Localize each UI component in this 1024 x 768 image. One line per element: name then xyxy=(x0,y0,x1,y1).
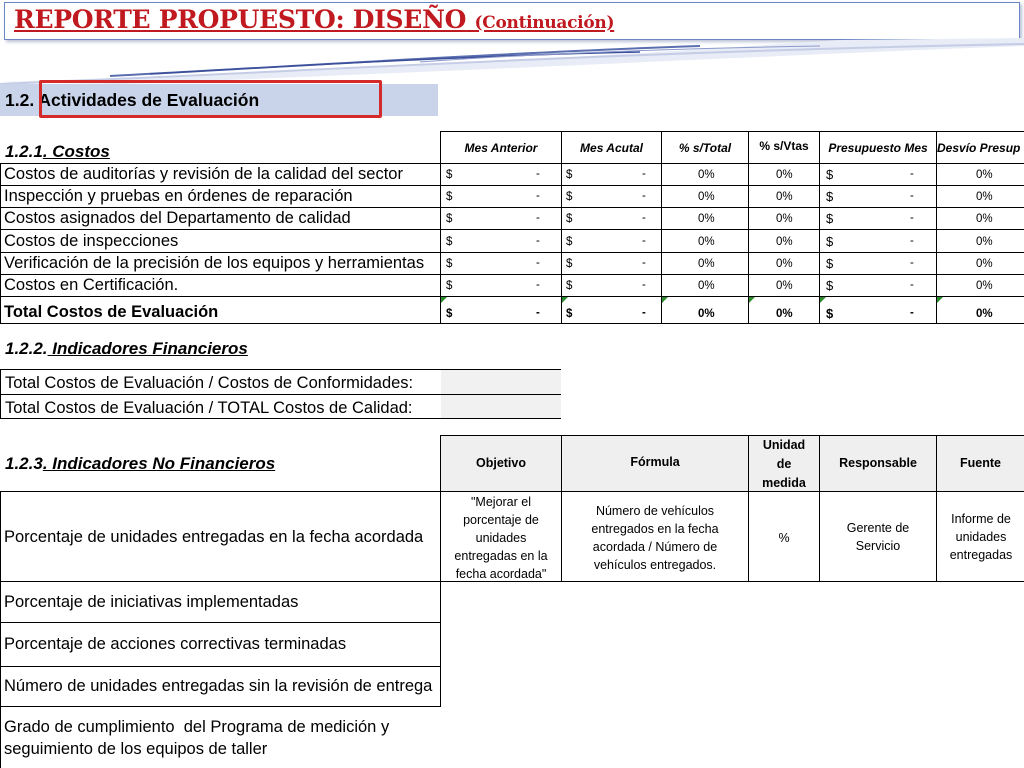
cell-marker xyxy=(937,297,943,303)
value: - xyxy=(910,257,914,269)
nf-fuente: Informe de unidades entregadas xyxy=(949,512,1013,562)
pct-ventas: 0% xyxy=(776,213,793,225)
value: - xyxy=(910,279,914,291)
financieros-title-text: Indicadores Financieros xyxy=(47,339,248,358)
row-line xyxy=(0,163,1024,164)
value: - xyxy=(642,212,646,224)
currency: $ xyxy=(566,213,573,225)
pct-ventas: 0% xyxy=(776,280,793,292)
currency: $ xyxy=(446,258,453,270)
row-line xyxy=(0,323,1024,324)
title-text: REPORTE PROPUESTO: DISEÑO xyxy=(14,5,467,34)
row-line xyxy=(0,622,441,623)
desvio: 0% xyxy=(976,169,993,181)
costos-title xyxy=(5,142,110,162)
col-fuente: Fuente xyxy=(960,456,1001,470)
value: - xyxy=(642,307,646,319)
currency: $ xyxy=(566,236,573,248)
row-line xyxy=(0,185,1024,186)
nf-row-label-line: seguimiento de los equipos de taller xyxy=(4,740,268,758)
nf-formula: Número de vehículos entregados en la fecha acordada / Número de vehículos entregados. xyxy=(591,504,719,572)
value: - xyxy=(536,190,540,202)
row-line xyxy=(0,296,1024,297)
currency: $ xyxy=(446,308,453,320)
total-label: Total Costos de Evaluación xyxy=(4,303,219,321)
page-title xyxy=(14,5,614,34)
pct-ventas: 0% xyxy=(776,308,793,320)
desvio: 0% xyxy=(976,308,993,320)
col-desvio: Desvío Presup xyxy=(937,141,1021,155)
row-label: Verificación de la precisión de los equipos y herramientas xyxy=(4,254,425,272)
col-presupuesto: Presupuesto Mes xyxy=(828,141,928,155)
section-title: 1.2. Actividades de Evaluación xyxy=(5,90,260,110)
nf-row-label-line: Grado de cumplimiento del Programa de medición y xyxy=(4,718,390,736)
pct-total: 0% xyxy=(698,213,715,225)
value: - xyxy=(536,279,540,291)
value: - xyxy=(536,307,540,319)
col-pct-total: % s/Total xyxy=(678,141,732,155)
value: - xyxy=(642,257,646,269)
currency: $ xyxy=(446,213,453,225)
col-unidad-line: medida xyxy=(762,476,806,490)
currency: $ xyxy=(826,234,834,249)
currency: $ xyxy=(826,256,834,271)
desvio: 0% xyxy=(976,258,993,270)
financieros-row: Total Costos de Evaluación / Costos de Conformidades: xyxy=(5,374,414,392)
pct-ventas: 0% xyxy=(776,169,793,181)
row-label: Costos en Certificación. xyxy=(4,276,179,294)
cell-marker xyxy=(820,297,826,303)
no-financieros-title xyxy=(5,454,275,474)
currency: $ xyxy=(826,189,834,204)
currency: $ xyxy=(446,280,453,292)
row-label: Inspección y pruebas en órdenes de reparación xyxy=(4,187,353,205)
row-line xyxy=(0,274,1024,275)
cell-marker xyxy=(562,297,568,303)
currency: $ xyxy=(566,258,573,270)
row-line xyxy=(0,207,1024,208)
nf-row-label xyxy=(4,716,389,760)
financieros-table xyxy=(0,369,561,419)
currency: $ xyxy=(566,308,573,320)
nf-row-label: Porcentaje de unidades entregadas en la fecha acordada xyxy=(4,528,424,546)
value: - xyxy=(910,235,914,247)
value: - xyxy=(536,168,540,180)
col-objetivo: Objetivo xyxy=(475,456,526,470)
desvio: 0% xyxy=(976,280,993,292)
costos-title-text: . Costos xyxy=(42,142,110,161)
costos-left-border xyxy=(0,163,1,323)
row-label: Costos de auditorías y revisión de la calidad del sector xyxy=(4,165,403,183)
no-financieros-title-num: 1.2.3 xyxy=(5,454,43,473)
currency: $ xyxy=(826,306,834,321)
pct-total: 0% xyxy=(698,191,715,203)
decorative-swoosh xyxy=(0,38,1024,84)
nf-unidad: % xyxy=(778,531,790,545)
col-pct-ventas: % s/Vtas xyxy=(759,139,809,153)
currency: $ xyxy=(446,236,453,248)
currency: $ xyxy=(446,191,453,203)
nf-row-label: Número de unidades entregadas sin la revisión de entrega xyxy=(4,677,433,695)
value: - xyxy=(910,212,914,224)
financieros-row: Total Costos de Evaluación / TOTAL Costos de Calidad: xyxy=(5,399,413,417)
row-label: Costos de inspecciones xyxy=(4,232,179,250)
pct-ventas: 0% xyxy=(776,236,793,248)
currency: $ xyxy=(826,278,834,293)
col-mes-actual: Mes Acutal xyxy=(580,141,643,155)
financieros-title xyxy=(5,339,248,359)
currency: $ xyxy=(826,167,834,182)
row-line xyxy=(1,394,561,395)
cell-marker xyxy=(662,297,668,303)
costos-title-num: 1.2.1 xyxy=(5,142,43,161)
col-unidad-line: Unidad xyxy=(762,438,806,452)
col-mes-anterior: Mes Anterior xyxy=(464,141,538,155)
value: - xyxy=(642,235,646,247)
pct-total: 0% xyxy=(698,308,715,320)
pct-total: 0% xyxy=(698,280,715,292)
value: - xyxy=(910,168,914,180)
pct-total: 0% xyxy=(698,236,715,248)
value: - xyxy=(910,190,914,202)
currency: $ xyxy=(446,169,453,181)
currency: $ xyxy=(566,280,573,292)
nf-row-label: Porcentaje de acciones correctivas terminadas xyxy=(4,635,347,653)
no-financieros-title-text: . Indicadores No Financieros xyxy=(42,454,276,473)
row-line xyxy=(0,491,1024,492)
pct-ventas: 0% xyxy=(776,258,793,270)
pct-ventas: 0% xyxy=(776,191,793,203)
currency: $ xyxy=(826,211,834,226)
highlight-box xyxy=(39,80,382,118)
row-line xyxy=(0,252,1024,253)
nf-left-border xyxy=(0,491,1,768)
col-formula: Fórmula xyxy=(630,455,680,469)
value: - xyxy=(642,190,646,202)
row-label: Costos asignados del Departamento de calidad xyxy=(4,209,351,227)
col-unidad xyxy=(749,436,819,493)
currency: $ xyxy=(566,191,573,203)
cell-marker xyxy=(749,297,755,303)
value: - xyxy=(642,279,646,291)
value: - xyxy=(536,257,540,269)
financieros-title-num: 1.2.2. xyxy=(5,339,48,358)
pct-total: 0% xyxy=(698,258,715,270)
value: - xyxy=(642,168,646,180)
row-line xyxy=(0,666,441,667)
nf-row-label: Porcentaje de iniciativas implementadas xyxy=(4,593,299,611)
nf-objetivo: "Mejorar el porcentaje de unidades entregadas en la fecha acordada" xyxy=(454,495,548,581)
value: - xyxy=(910,307,914,319)
cell-marker xyxy=(441,297,447,303)
value: - xyxy=(536,212,540,224)
row-line xyxy=(0,706,441,707)
col-unidad-line: de xyxy=(776,457,792,471)
desvio: 0% xyxy=(976,213,993,225)
desvio: 0% xyxy=(976,236,993,248)
pct-total: 0% xyxy=(698,169,715,181)
value: - xyxy=(536,235,540,247)
title-subtitle: (Continuación) xyxy=(474,13,615,33)
nf-responsable: Gerente de Servicio xyxy=(846,521,910,553)
currency: $ xyxy=(566,169,573,181)
row-line xyxy=(0,229,1024,230)
col-responsable: Responsable xyxy=(839,456,917,470)
desvio: 0% xyxy=(976,191,993,203)
